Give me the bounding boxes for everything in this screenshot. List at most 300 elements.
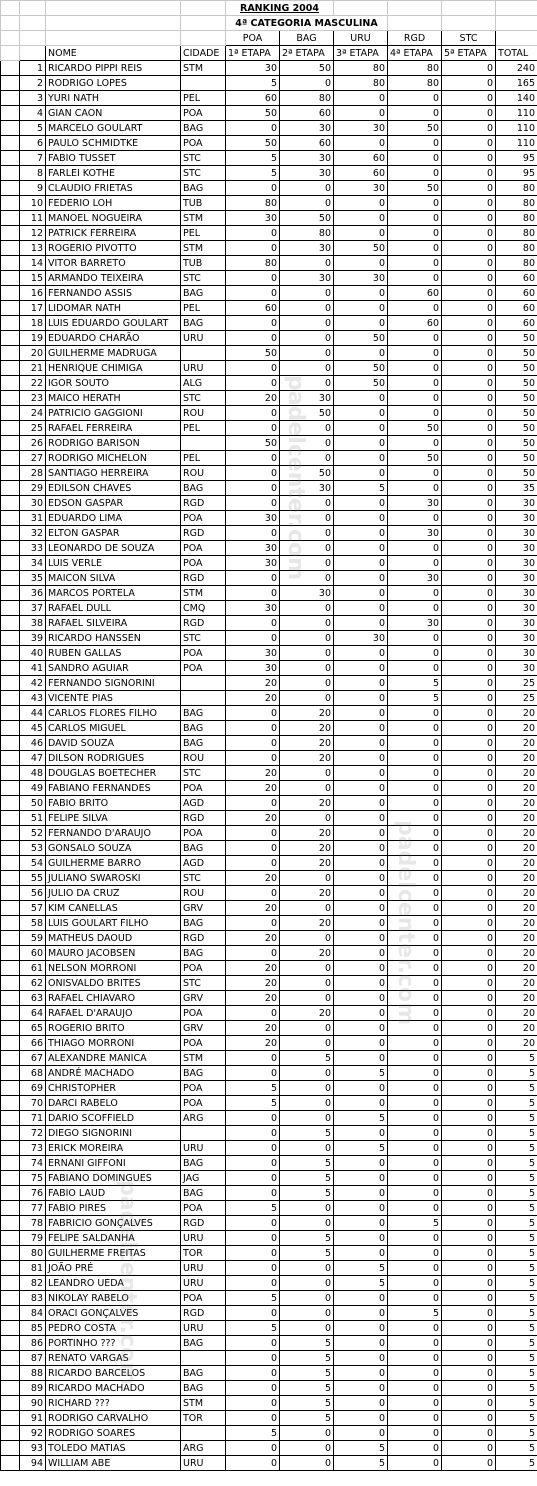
header-etapa-2: 2ª ETAPA	[280, 46, 334, 61]
total: 5	[496, 1396, 537, 1411]
etapa-5: 0	[442, 121, 496, 136]
etapa-1: 0	[226, 1126, 280, 1141]
etapa-1: 30	[226, 556, 280, 571]
table-row	[1, 286, 537, 301]
city: STM	[181, 241, 226, 256]
etapa-3: 0	[334, 766, 388, 781]
etapa-1: 0	[226, 631, 280, 646]
etapa-5: 0	[442, 691, 496, 706]
total: 5	[496, 1381, 537, 1396]
player-name: DAVID SOUZA	[46, 736, 181, 751]
rank: 21	[20, 361, 46, 376]
table-row	[1, 346, 537, 361]
etapa-3: 0	[334, 436, 388, 451]
etapa-3: 5	[334, 1261, 388, 1276]
rank: 46	[20, 736, 46, 751]
etapa-1: 60	[226, 91, 280, 106]
city: POA	[181, 511, 226, 526]
city: STM	[181, 1051, 226, 1066]
etapa-5: 0	[442, 151, 496, 166]
etapa-2: 5	[280, 1396, 334, 1411]
rank: 23	[20, 391, 46, 406]
total: 20	[496, 736, 537, 751]
etapa-2: 5	[280, 1126, 334, 1141]
city: BAG	[181, 121, 226, 136]
etapa-1: 0	[226, 841, 280, 856]
table-row	[1, 76, 537, 91]
etapa-3: 0	[334, 1156, 388, 1171]
etapa-5: 0	[442, 331, 496, 346]
rank: 61	[20, 961, 46, 976]
player-name: RICARDO BARCELOS	[46, 1366, 181, 1381]
etapa-5: 0	[442, 766, 496, 781]
table-row	[1, 991, 537, 1006]
player-name: IGOR SOUTO	[46, 376, 181, 391]
table-row	[1, 916, 537, 931]
etapa-4: 0	[388, 556, 442, 571]
table-row	[1, 301, 537, 316]
total: 5	[496, 1156, 537, 1171]
etapa-5: 0	[442, 1381, 496, 1396]
etapa-1: 0	[226, 421, 280, 436]
etapa-4: 0	[388, 196, 442, 211]
etapa-3: 0	[334, 691, 388, 706]
etapa-2: 0	[280, 376, 334, 391]
etapa-1: 0	[226, 121, 280, 136]
etapa-3: 0	[334, 391, 388, 406]
etapa-4: 0	[388, 886, 442, 901]
table-row	[1, 211, 537, 226]
rank: 43	[20, 691, 46, 706]
etapa-4: 0	[388, 1456, 442, 1471]
city	[181, 346, 226, 361]
table-row	[1, 1306, 537, 1321]
city: STM	[181, 586, 226, 601]
table-row	[1, 826, 537, 841]
city: ARG	[181, 1441, 226, 1456]
etapa-4: 0	[388, 781, 442, 796]
header-etapa-5: 5ª ETAPA	[442, 46, 496, 61]
rank: 3	[20, 91, 46, 106]
etapa-4: 0	[388, 961, 442, 976]
total: 30	[496, 541, 537, 556]
etapa-1: 20	[226, 391, 280, 406]
rank: 72	[20, 1126, 46, 1141]
player-name: FEDERIO LOH	[46, 196, 181, 211]
city: BAG	[181, 181, 226, 196]
etapa-4: 0	[388, 1276, 442, 1291]
player-name: MAURO JACOBSEN	[46, 946, 181, 961]
etapa-1: 5	[226, 166, 280, 181]
rank: 40	[20, 646, 46, 661]
etapa-4: 0	[388, 1006, 442, 1021]
etapa-3: 0	[334, 1051, 388, 1066]
etapa-4: 30	[388, 616, 442, 631]
city: POA	[181, 646, 226, 661]
rank: 37	[20, 601, 46, 616]
player-name: RICARDO PIPPI REIS	[46, 61, 181, 76]
etapa-1: 20	[226, 1036, 280, 1051]
player-name: FABIANO FERNANDES	[46, 781, 181, 796]
city: PEL	[181, 451, 226, 466]
etapa-3: 0	[334, 916, 388, 931]
table-row	[1, 271, 537, 286]
etapa-4: 0	[388, 271, 442, 286]
total: 140	[496, 91, 537, 106]
etapa-2: 0	[280, 316, 334, 331]
rank: 60	[20, 946, 46, 961]
total: 165	[496, 76, 537, 91]
etapa-4: 0	[388, 1186, 442, 1201]
etapa-4: 0	[388, 1111, 442, 1126]
header-etapa-3: 3ª ETAPA	[334, 46, 388, 61]
table-row	[1, 1156, 537, 1171]
etapa-3: 0	[334, 511, 388, 526]
etapa-2: 0	[280, 496, 334, 511]
player-name: NELSON MORRONI	[46, 961, 181, 976]
player-name: ROGERIO BRITO	[46, 1021, 181, 1036]
etapa-5: 0	[442, 1456, 496, 1471]
table-row	[1, 1426, 537, 1441]
rank: 45	[20, 721, 46, 736]
etapa-5: 0	[442, 391, 496, 406]
total: 20	[496, 721, 537, 736]
etapa-3: 0	[334, 1006, 388, 1021]
etapa-4: 60	[388, 316, 442, 331]
etapa-4: 0	[388, 481, 442, 496]
etapa-5: 0	[442, 976, 496, 991]
etapa-4: 0	[388, 406, 442, 421]
etapa-3: 0	[334, 1201, 388, 1216]
player-name: DIEGO SIGNORINI	[46, 1126, 181, 1141]
rank: 25	[20, 421, 46, 436]
etapa-3: 0	[334, 211, 388, 226]
etapa-3: 0	[334, 991, 388, 1006]
etapa-4: 0	[388, 811, 442, 826]
etapa-3: 0	[334, 886, 388, 901]
etapa-1: 0	[226, 1111, 280, 1126]
total: 5	[496, 1321, 537, 1336]
player-name: FABRICIO GONÇALVES	[46, 1216, 181, 1231]
etapa-3: 0	[334, 811, 388, 826]
total: 30	[496, 631, 537, 646]
rank: 35	[20, 571, 46, 586]
etapa-3: 0	[334, 1231, 388, 1246]
table-row	[1, 376, 537, 391]
etapa-2: 0	[280, 976, 334, 991]
etapa-4: 0	[388, 1351, 442, 1366]
etapa-5: 0	[442, 466, 496, 481]
etapa-4: 0	[388, 1066, 442, 1081]
etapa-1: 80	[226, 256, 280, 271]
etapa-2: 0	[280, 361, 334, 376]
rank: 93	[20, 1441, 46, 1456]
etapa-5: 0	[442, 541, 496, 556]
rank: 22	[20, 376, 46, 391]
table-row	[1, 226, 537, 241]
header-etapa-4: 4ª ETAPA	[388, 46, 442, 61]
etapa-3: 0	[334, 601, 388, 616]
etapa-3: 0	[334, 1246, 388, 1261]
city: POA	[181, 541, 226, 556]
etapa-2: 0	[280, 526, 334, 541]
table-row	[1, 526, 537, 541]
etapa-3: 0	[334, 1291, 388, 1306]
header-etapa-1: 1ª ETAPA	[226, 46, 280, 61]
player-name: FABIO BRITO	[46, 796, 181, 811]
category-title: 4ª CATEGORIA MASCULINA	[226, 16, 388, 31]
etapa-2: 20	[280, 1006, 334, 1021]
player-name: RAFAEL SILVEIRA	[46, 616, 181, 631]
player-name: DILSON RODRIGUES	[46, 751, 181, 766]
etapa-5: 0	[442, 661, 496, 676]
rank: 82	[20, 1276, 46, 1291]
total: 5	[496, 1096, 537, 1111]
column-header-row	[1, 46, 537, 61]
table-row	[1, 976, 537, 991]
table-row	[1, 901, 537, 916]
etapa-4: 0	[388, 466, 442, 481]
etapa-4: 5	[388, 691, 442, 706]
category-row	[1, 16, 537, 31]
etapa-4: 0	[388, 91, 442, 106]
rank: 20	[20, 346, 46, 361]
etapa-2: 30	[280, 241, 334, 256]
city: STM	[181, 1396, 226, 1411]
etapa-4: 30	[388, 571, 442, 586]
etapa-2: 0	[280, 931, 334, 946]
player-name: FABIO TUSSET	[46, 151, 181, 166]
table-row	[1, 1006, 537, 1021]
etapa-2: 50	[280, 211, 334, 226]
etapa-5: 0	[442, 1426, 496, 1441]
etapa-2: 0	[280, 571, 334, 586]
etapa-5: 0	[442, 916, 496, 931]
etapa-3: 0	[334, 136, 388, 151]
total: 20	[496, 781, 537, 796]
player-name: FABIO LAUD	[46, 1186, 181, 1201]
rank: 26	[20, 436, 46, 451]
player-name: ROGERIO PIVOTTO	[46, 241, 181, 256]
total: 20	[496, 901, 537, 916]
etapa-5: 0	[442, 1096, 496, 1111]
rank: 56	[20, 886, 46, 901]
rank: 24	[20, 406, 46, 421]
rank: 87	[20, 1351, 46, 1366]
table-row	[1, 1021, 537, 1036]
etapa-5: 0	[442, 736, 496, 751]
rank: 7	[20, 151, 46, 166]
etapa-1: 0	[226, 1156, 280, 1171]
table-row	[1, 391, 537, 406]
total: 30	[496, 571, 537, 586]
etapa-5: 0	[442, 1306, 496, 1321]
etapa-3: 30	[334, 121, 388, 136]
title-row	[1, 1, 537, 16]
rank: 10	[20, 196, 46, 211]
total: 20	[496, 931, 537, 946]
etapa-3: 0	[334, 196, 388, 211]
etapa-3: 0	[334, 286, 388, 301]
etapa-2: 0	[280, 811, 334, 826]
total: 5	[496, 1186, 537, 1201]
etapa-2: 0	[280, 601, 334, 616]
etapa-4: 0	[388, 331, 442, 346]
city	[181, 691, 226, 706]
etapa-5: 0	[442, 1366, 496, 1381]
total: 5	[496, 1261, 537, 1276]
rank: 81	[20, 1261, 46, 1276]
player-name: EDUARDO CHARÃO	[46, 331, 181, 346]
etapa-4: 0	[388, 661, 442, 676]
table-row	[1, 136, 537, 151]
city: POA	[181, 1201, 226, 1216]
etapa-1: 20	[226, 976, 280, 991]
table-row	[1, 436, 537, 451]
etapa-5: 0	[442, 961, 496, 976]
etapa-4: 80	[388, 61, 442, 76]
player-name: GONSALO SOUZA	[46, 841, 181, 856]
etapa-4: 0	[388, 136, 442, 151]
table-row	[1, 541, 537, 556]
city: POA	[181, 826, 226, 841]
etapa-1: 20	[226, 871, 280, 886]
table-row	[1, 751, 537, 766]
etapa-1: 50	[226, 136, 280, 151]
etapa-4: 0	[388, 826, 442, 841]
etapa-2: 0	[280, 766, 334, 781]
city: POA	[181, 961, 226, 976]
etapa-5: 0	[442, 556, 496, 571]
etapa-1: 0	[226, 376, 280, 391]
etapa-1: 5	[226, 1321, 280, 1336]
rank: 34	[20, 556, 46, 571]
player-name: DOUGLAS BOETECHER	[46, 766, 181, 781]
etapa-5: 0	[442, 1261, 496, 1276]
etapa-3: 0	[334, 1186, 388, 1201]
etapa-1: 0	[226, 1231, 280, 1246]
etapa-5: 0	[442, 571, 496, 586]
etapa-3: 0	[334, 1396, 388, 1411]
etapa-2: 0	[280, 556, 334, 571]
total: 80	[496, 181, 537, 196]
etapa-4: 0	[388, 241, 442, 256]
etapa-1: 20	[226, 676, 280, 691]
etapa-3: 50	[334, 241, 388, 256]
table-row	[1, 1231, 537, 1246]
table-row	[1, 1111, 537, 1126]
etapa-3: 5	[334, 1441, 388, 1456]
etapa-1: 30	[226, 646, 280, 661]
rank: 54	[20, 856, 46, 871]
etapa-5: 0	[442, 856, 496, 871]
city: POA	[181, 556, 226, 571]
etapa-3: 30	[334, 271, 388, 286]
rank: 58	[20, 916, 46, 931]
etapa-2: 0	[280, 451, 334, 466]
etapa-4: 0	[388, 871, 442, 886]
total: 20	[496, 796, 537, 811]
etapa-2: 5	[280, 1186, 334, 1201]
etapa-2: 0	[280, 301, 334, 316]
player-name: EDUARDO LIMA	[46, 511, 181, 526]
etapa-2: 0	[280, 901, 334, 916]
etapa-4: 0	[388, 361, 442, 376]
player-name: JULIANO SWAROSKI	[46, 871, 181, 886]
rank: 90	[20, 1396, 46, 1411]
etapa-4: 0	[388, 1441, 442, 1456]
etapa-2: 0	[280, 1306, 334, 1321]
etapa-5: 0	[442, 1006, 496, 1021]
player-name: TOLEDO MATIAS	[46, 1441, 181, 1456]
etapa-5: 0	[442, 496, 496, 511]
etapa-4: 5	[388, 1306, 442, 1321]
table-row	[1, 1366, 537, 1381]
etapa-2: 0	[280, 1276, 334, 1291]
rank: 16	[20, 286, 46, 301]
player-name: PAULO SCHMIDTKE	[46, 136, 181, 151]
table-row	[1, 616, 537, 631]
etapa-3: 0	[334, 841, 388, 856]
etapa-5: 0	[442, 211, 496, 226]
rank: 53	[20, 841, 46, 856]
etapa-1: 0	[226, 466, 280, 481]
etapa-5: 0	[442, 421, 496, 436]
etapa-3: 50	[334, 361, 388, 376]
player-name: MATHEUS DAOUD	[46, 931, 181, 946]
rank: 65	[20, 1021, 46, 1036]
etapa-4: 50	[388, 451, 442, 466]
etapa-3: 80	[334, 61, 388, 76]
etapa-5: 0	[442, 106, 496, 121]
rank: 69	[20, 1081, 46, 1096]
etapa-4: 0	[388, 211, 442, 226]
etapa-1: 0	[226, 721, 280, 736]
etapa-4: 0	[388, 1156, 442, 1171]
city: STC	[181, 976, 226, 991]
table-row	[1, 661, 537, 676]
table-row	[1, 121, 537, 136]
total: 20	[496, 991, 537, 1006]
etapa-3: 0	[334, 1411, 388, 1426]
etapa-1: 5	[226, 1291, 280, 1306]
city: BAG	[181, 1156, 226, 1171]
player-name: LIDOMAR NATH	[46, 301, 181, 316]
watermark: padelcenter.com	[393, 820, 418, 1026]
player-name: CHRISTOPHER	[46, 1081, 181, 1096]
rank: 70	[20, 1096, 46, 1111]
total: 20	[496, 841, 537, 856]
etapa-5: 0	[442, 376, 496, 391]
etapa-2: 0	[280, 1141, 334, 1156]
etapa-1: 5	[226, 1426, 280, 1441]
etapa-4: 0	[388, 586, 442, 601]
etapa-3: 0	[334, 421, 388, 436]
etapa-3: 0	[334, 661, 388, 676]
etapa-3: 30	[334, 631, 388, 646]
table-row	[1, 1051, 537, 1066]
table-row	[1, 1441, 537, 1456]
rank: 13	[20, 241, 46, 256]
table-row	[1, 841, 537, 856]
player-name: RAFAEL FERREIRA	[46, 421, 181, 436]
table-row	[1, 1081, 537, 1096]
city: ROU	[181, 406, 226, 421]
etapa-1: 0	[226, 886, 280, 901]
etapa-2: 50	[280, 406, 334, 421]
total: 20	[496, 946, 537, 961]
etapa-5: 0	[442, 871, 496, 886]
